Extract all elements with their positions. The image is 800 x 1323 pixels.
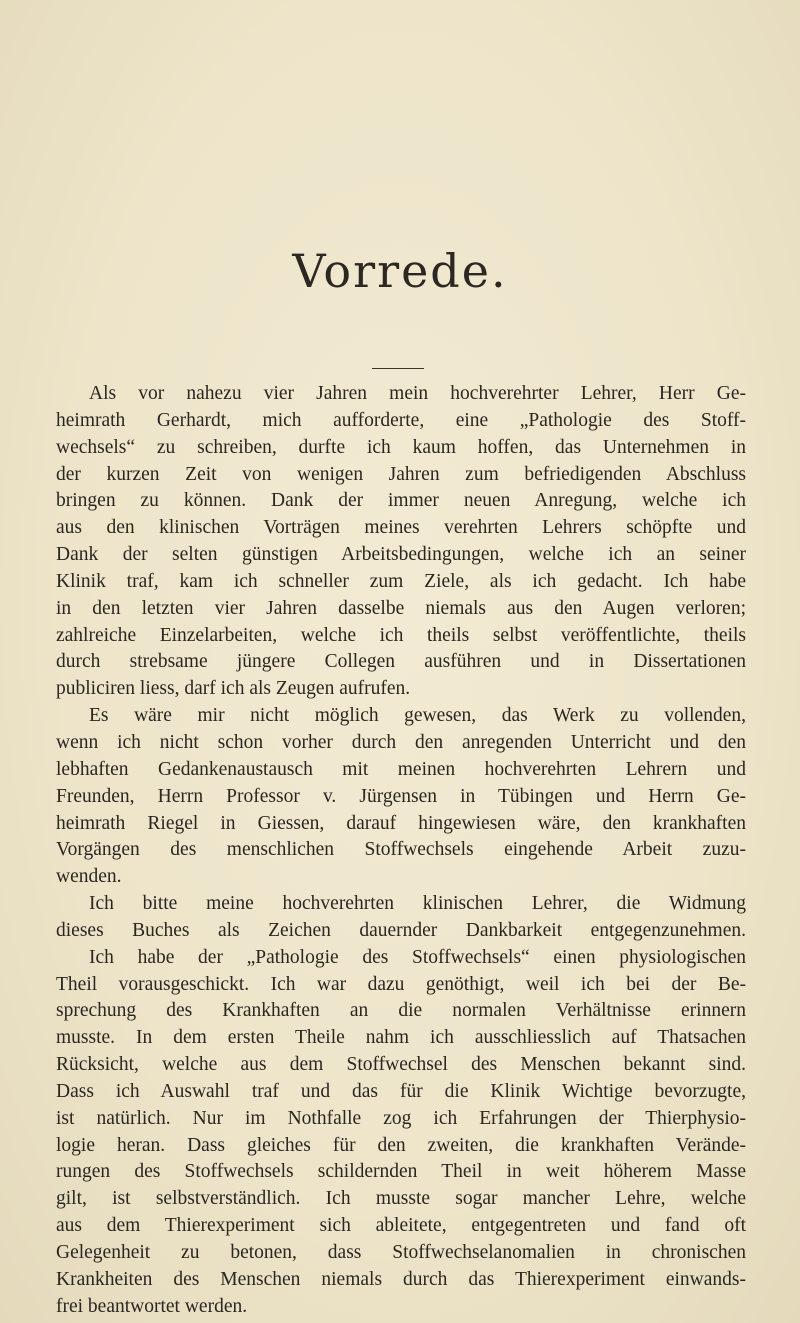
text-line: frei beantwortet werden. [56, 1295, 248, 1317]
text-line: zahlreiche Einzelarbeiten, welche ich theils selbst veröffentlichte, theils [56, 624, 746, 646]
text-line: wenn ich nicht schon vorher durch den anregenden Unterricht und den [56, 731, 746, 753]
text-line: Klinik traf, kam ich schneller zum Ziele, als ich gedacht. Ich habe [56, 570, 746, 592]
text-line: Dass ich Auswahl traf und das für die Klinik Wichtige bevorzugte, [56, 1080, 746, 1102]
text-line: sprechung des Krankhaften an die normalen Verhältnisse erinnern [56, 1000, 746, 1022]
text-line: wenden. [56, 866, 122, 888]
text-line: Freunden, Herrn Professor v. Jürgensen in Tübingen und Herrn Ge- [56, 785, 746, 807]
text-line: rungen des Stoffwechsels schildernden Theil in weit höherem Masse [56, 1161, 746, 1183]
text-line: Theil vorausgeschickt. Ich war dazu genöthigt, weil ich bei der Be- [56, 973, 746, 995]
page-title: Vorrede. [292, 244, 508, 298]
title-rule [372, 368, 424, 369]
text-line: Ich habe der „Pathologie des Stoffwechsels“ einen physiologischen [89, 946, 746, 968]
text-line: Krankheiten des Menschen niemals durch das Thierexperiment einwands- [56, 1268, 746, 1290]
text-line: durch strebsame jüngere Collegen ausführen und in Dissertationen [56, 651, 746, 673]
text-line: logie heran. Dass gleiches für den zweiten, die krankhaften Verände- [56, 1134, 746, 1156]
text-line: Rücksicht, welche aus dem Stoffwechsel des Menschen bekannt sind. [56, 1054, 746, 1076]
text-line: aus den klinischen Vorträgen meines verehrten Lehrers schöpfte und [56, 517, 746, 539]
text-line: heimrath Riegel in Giessen, darauf hingewiesen wäre, den krankhaften [56, 812, 746, 834]
text-line: Es wäre mir nicht möglich gewesen, das Werk zu vollenden, [89, 705, 746, 727]
text-line: lebhaften Gedankenaustausch mit meinen hochverehrten Lehrern und [56, 758, 746, 780]
text-line: der kurzen Zeit von wenigen Jahren zum befriedigenden Abschluss [56, 463, 746, 485]
text-line: musste. In dem ersten Theile nahm ich ausschliesslich auf Thatsachen [56, 1027, 746, 1049]
text-line: aus dem Thierexperiment sich ableitete, entgegentreten und fand oft [56, 1215, 746, 1237]
text-line: Vorgängen des menschlichen Stoffwechsels eingehende Arbeit zuzu- [56, 839, 746, 861]
text-line: Dank der selten günstigen Arbeitsbedingungen, welche ich an seiner [56, 544, 746, 566]
text-line: wechsels“ zu schreiben, durfte ich kaum hoffen, das Unternehmen in [56, 436, 746, 458]
text-line: in den letzten vier Jahren dasselbe niemals aus den Augen verloren; [56, 597, 746, 619]
text-line: gilt, ist selbstverständlich. Ich musste sogar mancher Lehre, welche [56, 1188, 746, 1210]
text-line: publiciren liess, darf ich als Zeugen aufrufen. [56, 678, 411, 700]
text-line: Als vor nahezu vier Jahren mein hochverehrter Lehrer, Herr Ge- [89, 383, 746, 404]
text-line: ist natürlich. Nur im Nothfalle zog ich Erfahrungen der Thierphysio- [56, 1107, 746, 1129]
text-line: heimrath Gerhardt, mich aufforderte, eine „Pathologie des Stoff- [56, 409, 746, 431]
preface-text [56, 381, 746, 1321]
text-line: Gelegenheit zu betonen, dass Stoffwechselanomalien in chronischen [56, 1242, 746, 1263]
text-line: bringen zu können. Dank der immer neuen Anregung, welche ich [56, 490, 746, 512]
text-line: dieses Buches als Zeichen dauernder Dankbarkeit entgegenzunehmen. [56, 919, 746, 941]
text-line: Ich bitte meine hochverehrten klinischen Lehrer, die Widmung [89, 893, 746, 915]
